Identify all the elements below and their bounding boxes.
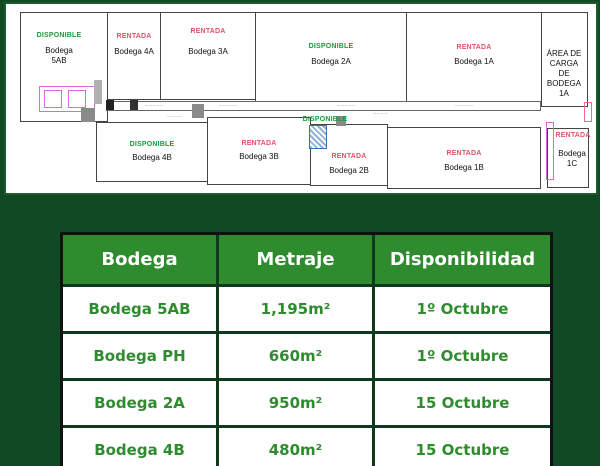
header-metraje: Metraje: [219, 235, 372, 284]
label-4b: Bodega 4B: [132, 153, 172, 162]
status-1c: RENTADA: [555, 132, 591, 139]
status-1b: RENTADA: [446, 150, 482, 157]
label-1c: Bodega 1C: [558, 149, 586, 168]
cell-disponibilidad: 15 Octubre: [375, 381, 550, 425]
mechanical-area: [309, 125, 327, 149]
floor-plan: [4, 2, 598, 195]
availability-table: [60, 232, 553, 466]
table-row: [63, 334, 550, 378]
cell-disponibilidad: 1º Octubre: [375, 287, 550, 331]
column: [192, 104, 204, 118]
label-loading-1a: ÁREA DE CARGA DE BODEGA 1A: [546, 49, 582, 98]
cell-bodega: Bodega 5AB: [63, 287, 216, 331]
cell-metraje: 480m²: [219, 428, 372, 466]
dimension-label: — — — — —: [145, 103, 164, 107]
table-row: [63, 287, 550, 331]
status-3a: RENTADA: [190, 28, 226, 35]
column: [81, 108, 95, 122]
status-4a: RENTADA: [116, 33, 152, 40]
room-3b: [207, 117, 311, 185]
cell-disponibilidad: 15 Octubre: [375, 428, 550, 466]
stair-inner-2: [68, 90, 86, 108]
label-3b: Bodega 3B: [239, 152, 279, 161]
status-2b: RENTADA: [331, 153, 367, 160]
column: [130, 100, 138, 110]
cell-disponibilidad: 1º Octubre: [375, 334, 550, 378]
label-2a: Bodega 2A: [311, 57, 351, 66]
stair-inner: [44, 90, 62, 108]
room-4b: [96, 122, 208, 182]
header-disponibilidad: Disponibilidad: [375, 235, 550, 284]
label-1b: Bodega 1B: [444, 163, 484, 172]
header-bodega: Bodega: [63, 235, 216, 284]
loading-marker: [584, 102, 592, 122]
cell-metraje: 950m²: [219, 381, 372, 425]
cell-metraje: 660m²: [219, 334, 372, 378]
label-1a: Bodega 1A: [454, 57, 494, 66]
cell-bodega: Bodega 4B: [63, 428, 216, 466]
label-2b: Bodega 2B: [329, 166, 369, 175]
status-2a: DISPONIBLE: [308, 43, 354, 50]
label-4a: Bodega 4A: [114, 47, 154, 56]
dimension-label: — — — —: [373, 111, 388, 115]
dimension-label: — — — — —: [219, 103, 238, 107]
table-row: [63, 428, 550, 466]
column: [94, 80, 102, 104]
column: [106, 100, 114, 110]
cell-metraje: 1,195m²: [219, 287, 372, 331]
label-3a: Bodega 3A: [188, 47, 228, 56]
corridor: [106, 101, 541, 111]
room-1b: [387, 127, 541, 189]
dimension-label: — — — — —: [455, 103, 474, 107]
cell-bodega: Bodega 2A: [63, 381, 216, 425]
dimension-label: — — — —: [167, 114, 182, 118]
status-5ab: DISPONIBLE: [36, 32, 82, 39]
entrance-1c: [546, 122, 554, 180]
status-4b: DISPONIBLE: [129, 141, 175, 148]
label-5ab: Bodega 5AB: [45, 46, 73, 65]
table-row: [63, 381, 550, 425]
status-ph: DISPONIBLE: [302, 116, 348, 123]
status-1a: RENTADA: [456, 44, 492, 51]
table-header-row: [63, 235, 550, 284]
status-3b: RENTADA: [241, 140, 277, 147]
dimension-label: — — — — —: [337, 103, 356, 107]
cell-bodega: Bodega PH: [63, 334, 216, 378]
